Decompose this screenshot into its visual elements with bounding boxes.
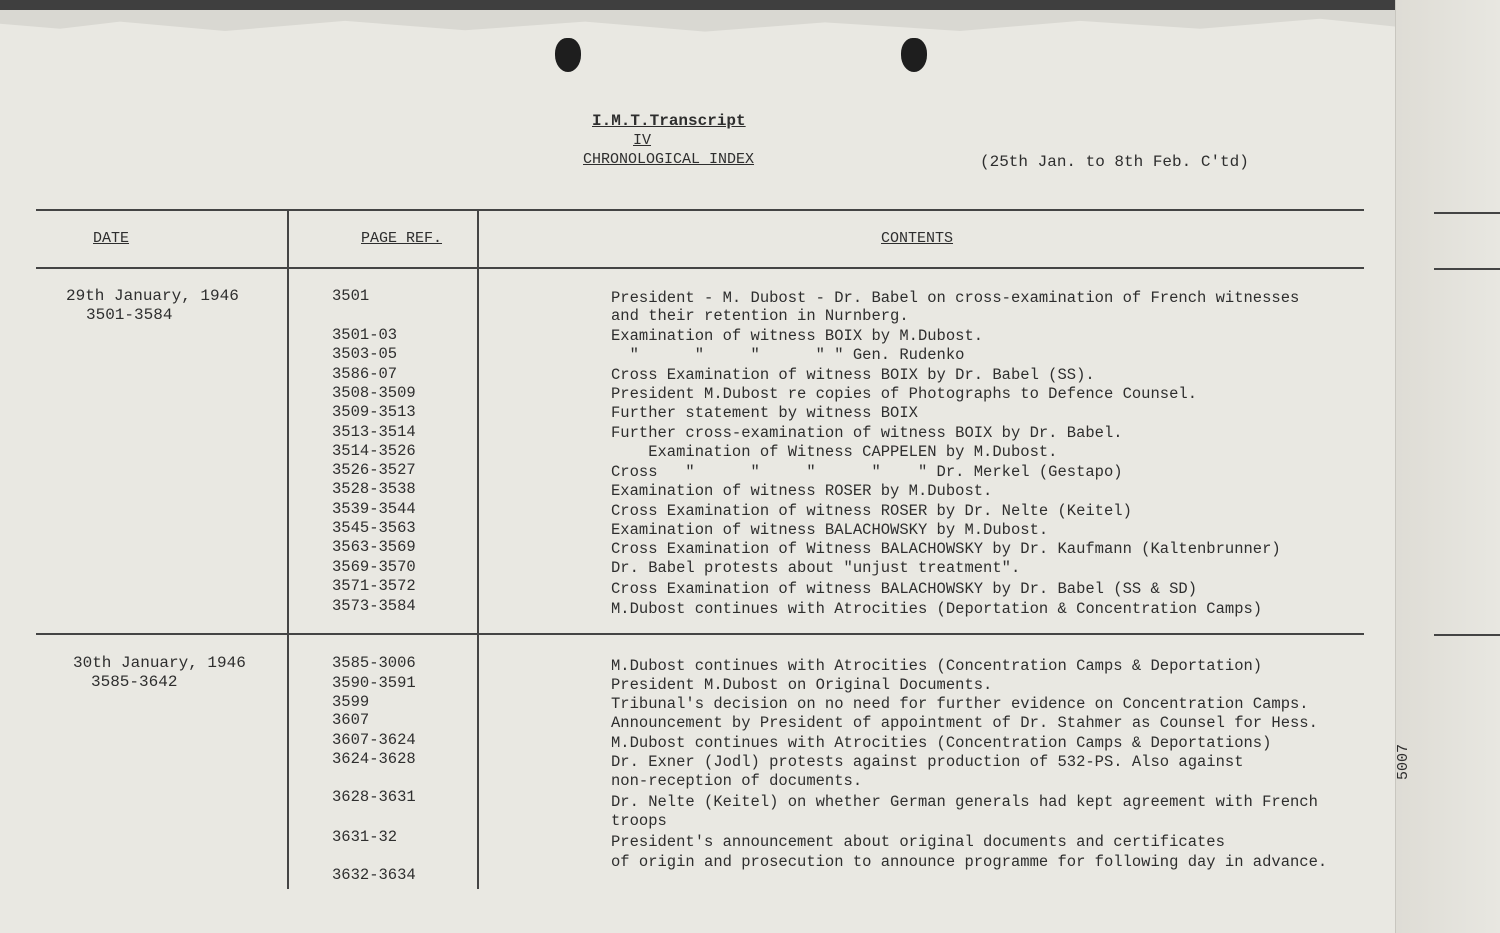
page-ref: 3501-03 xyxy=(332,326,398,344)
column-divider-page xyxy=(477,209,479,889)
page-ref: 3509-3513 xyxy=(332,403,416,421)
torn-top-edge xyxy=(0,0,1500,36)
section-pages: 3501-3584 xyxy=(86,306,173,324)
page-ref: 3631-32 xyxy=(332,828,398,846)
entry-content: M.Dubost continues with Atrocities (Deportation & Concentration Camps) xyxy=(611,600,1263,618)
underlying-page-edge xyxy=(1395,0,1500,933)
page-ref: 3590-3591 xyxy=(332,674,416,692)
entry-content: Examination of witness BALACHOWSKY by M.Dubost. xyxy=(611,521,1049,539)
section-date: 29th January, 1946 xyxy=(66,287,239,305)
entry-content: Cross Examination of witness BALACHOWSKY by Dr. Babel (SS & SD) xyxy=(611,580,1197,598)
entry-content: M.Dubost continues with Atrocities (Concentration Camps & Deportations) xyxy=(611,734,1272,752)
page-ref: 3571-3572 xyxy=(332,577,416,595)
section-date: 30th January, 1946 xyxy=(73,654,246,672)
page-ref: 3569-3570 xyxy=(332,558,416,576)
column-divider-date xyxy=(287,209,289,889)
index-title: CHRONOLOGICAL INDEX xyxy=(583,151,755,168)
entry-content: President - M. Dubost - Dr. Babel on cross-examination of French witnesses xyxy=(611,289,1300,307)
entry-content: " " " " " Gen. Rudenko xyxy=(611,346,965,364)
entry-content: M.Dubost continues with Atrocities (Concentration Camps & Deportation) xyxy=(611,657,1263,675)
margin-rule-header xyxy=(1434,268,1500,270)
margin-rule-top xyxy=(1434,212,1500,214)
entry-content: of origin and prosecution to announce programme for following day in advance. xyxy=(611,853,1328,871)
entry-content: President M.Dubost on Original Documents. xyxy=(611,676,993,694)
page-ref: 3585-3006 xyxy=(332,654,416,672)
date-range: (25th Jan. to 8th Feb. C'td) xyxy=(980,153,1249,171)
column-header-page-ref: PAGE REF. xyxy=(361,230,443,247)
page-ref: 3573-3584 xyxy=(332,597,416,615)
page-ref: 3632-3634 xyxy=(332,866,416,884)
volume-number: IV xyxy=(633,132,652,149)
page-ref: 3586-07 xyxy=(332,365,398,383)
page-ref: 3513-3514 xyxy=(332,423,416,441)
entry-content: Dr. Babel protests about "unjust treatment". xyxy=(611,559,1021,577)
entry-content: Examination of Witness CAPPELEN by M.Dubost. xyxy=(611,443,1058,461)
entry-content: Examination of witness ROSER by M.Dubost. xyxy=(611,482,993,500)
entry-content: non-reception of documents. xyxy=(611,772,863,790)
page-ref: 3503-05 xyxy=(332,345,398,363)
entry-content: President's announcement about original documents and certificates xyxy=(611,833,1225,851)
page-ref: 3599 xyxy=(332,693,370,711)
page-ref: 3539-3544 xyxy=(332,500,416,518)
page-ref: 3508-3509 xyxy=(332,384,416,402)
entry-content: Cross " " " " " Dr. Merkel (Gestapo) xyxy=(611,463,1123,481)
entry-content: President M.Dubost re copies of Photographs to Defence Counsel. xyxy=(611,385,1197,403)
page-ref: 3607 xyxy=(332,711,370,729)
entry-content: Tribunal's decision on no need for further evidence on Concentration Camps. xyxy=(611,695,1309,713)
entry-content: Dr. Nelte (Keitel) on whether German generals had kept agreement with French xyxy=(611,793,1318,811)
punch-hole-right xyxy=(901,38,927,72)
page-ref: 3526-3527 xyxy=(332,461,416,479)
page-ref: 3528-3538 xyxy=(332,480,416,498)
page-ref: 3501 xyxy=(332,287,370,305)
document-title: I.M.T.Transcript xyxy=(592,112,746,130)
page-ref: 3545-3563 xyxy=(332,519,416,537)
table-top-rule xyxy=(36,209,1364,211)
entry-content: Further cross-examination of witness BOIX by Dr. Babel. xyxy=(611,424,1123,442)
page-ref: 3607-3624 xyxy=(332,731,416,749)
section-divider-rule xyxy=(36,633,1364,635)
column-header-date: DATE xyxy=(93,230,130,247)
entry-content: and their retention in Nurnberg. xyxy=(611,307,909,325)
entry-content: Examination of witness BOIX by M.Dubost. xyxy=(611,327,984,345)
entry-content: Cross Examination of witness BOIX by Dr. Babel (SS). xyxy=(611,366,1095,384)
entry-content: Dr. Exner (Jodl) protests against production of 532-PS. Also against xyxy=(611,753,1244,771)
column-header-contents: CONTENTS xyxy=(881,230,954,247)
page-ref: 3628-3631 xyxy=(332,788,416,806)
page-ref: 3563-3569 xyxy=(332,538,416,556)
punch-hole-left xyxy=(555,38,581,72)
entry-content: Cross Examination of Witness BALACHOWSKY by Dr. Kaufmann (Kaltenbrunner) xyxy=(611,540,1281,558)
page-ref: 3514-3526 xyxy=(332,442,416,460)
entry-content: Announcement by President of appointment of Dr. Stahmer as Counsel for Hess. xyxy=(611,714,1318,732)
entry-content: Cross Examination of witness ROSER by Dr. Nelte (Keitel) xyxy=(611,502,1132,520)
section-pages: 3585-3642 xyxy=(91,673,178,691)
page-ref: 3624-3628 xyxy=(332,750,416,768)
entry-content: Further statement by witness BOIX xyxy=(611,404,918,422)
header-bottom-rule xyxy=(36,267,1364,269)
side-page-number: 5007 xyxy=(1395,743,1412,780)
entry-content: troops xyxy=(611,812,667,830)
margin-rule-section xyxy=(1434,634,1500,636)
